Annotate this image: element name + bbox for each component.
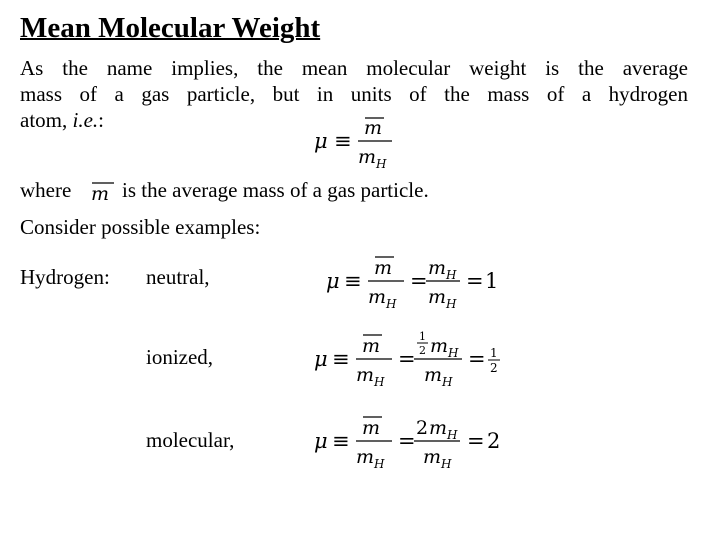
mu-symbol: μ [314, 129, 328, 153]
m-denominator: m [358, 146, 377, 168]
equiv-symbol: ≡ [344, 269, 362, 293]
equals-symbol: = [410, 269, 428, 293]
equiv-symbol: ≡ [332, 429, 350, 453]
case-label-molecular: molecular, [146, 428, 235, 452]
where-description: is the average mass of a gas particle. [122, 178, 429, 202]
h-subscript: H [386, 297, 397, 311]
mh-numerator: m [430, 335, 449, 357]
m-bar-numerator: m [362, 417, 381, 439]
result-denominator: 2 [490, 361, 498, 375]
intro-line-1: As the name implies, the mean molecular weight is the average [20, 56, 688, 80]
h-subscript: H [446, 297, 457, 311]
equals-symbol: = [467, 429, 485, 453]
mh-denominator: m [424, 364, 443, 386]
hydrogen-label: Hydrogen: [20, 265, 110, 289]
ie-abbrev: i.e. [72, 108, 99, 132]
equals-symbol: = [398, 347, 416, 371]
equals-symbol: = [468, 347, 486, 371]
case-label-neutral: neutral, [146, 265, 210, 289]
neutral-result: 1 [485, 269, 499, 293]
equals-symbol: = [398, 429, 416, 453]
equiv-symbol: ≡ [334, 129, 352, 153]
page-title: Mean Molecular Weight [20, 12, 321, 44]
mu-symbol: μ [326, 269, 340, 293]
m-bar-symbol: m [91, 183, 110, 205]
definition-equation [310, 112, 400, 170]
m-bar-inline [88, 176, 120, 206]
consider-heading: Consider possible examples: [20, 215, 261, 239]
ionized-equation [310, 328, 510, 390]
mh-numerator: m [429, 417, 448, 439]
h-subscript: H [448, 346, 459, 360]
mu-symbol: μ [314, 429, 328, 453]
mh-denominator: m [423, 446, 442, 468]
intro-line-2: mass of a gas particle, but in units of the mass of a hydrogen [20, 82, 688, 106]
intro-line-3: atom, i.e.: [20, 108, 104, 132]
h-subscript: H [446, 268, 457, 282]
molecular-equation [310, 410, 510, 472]
m-bar-numerator: m [364, 117, 383, 139]
coef-numerator: 1 [419, 330, 426, 343]
m-denominator: m [368, 286, 387, 308]
coefficient-two: 2 [416, 417, 429, 439]
molecular-result: 2 [487, 429, 501, 453]
m-denominator: m [356, 364, 375, 386]
neutral-equation [322, 250, 507, 312]
h-subscript: H [441, 457, 452, 471]
h-subscript: H [376, 157, 387, 170]
mh-denominator: m [428, 286, 447, 308]
mu-symbol: μ [314, 347, 328, 371]
h-subscript: H [374, 375, 385, 389]
h-subscript: H [442, 375, 453, 389]
m-bar-numerator: m [362, 335, 381, 357]
h-subscript: H [374, 457, 385, 471]
where-line: where [20, 178, 72, 202]
h-subscript: H [447, 428, 458, 442]
equiv-symbol: ≡ [332, 347, 350, 371]
result-numerator: 1 [490, 346, 498, 360]
mh-numerator: m [428, 257, 447, 279]
case-label-ionized: ionized, [146, 345, 214, 369]
m-bar-numerator: m [374, 257, 393, 279]
coef-denominator: 2 [419, 344, 426, 357]
equals-symbol: = [466, 269, 484, 293]
m-denominator: m [356, 446, 375, 468]
